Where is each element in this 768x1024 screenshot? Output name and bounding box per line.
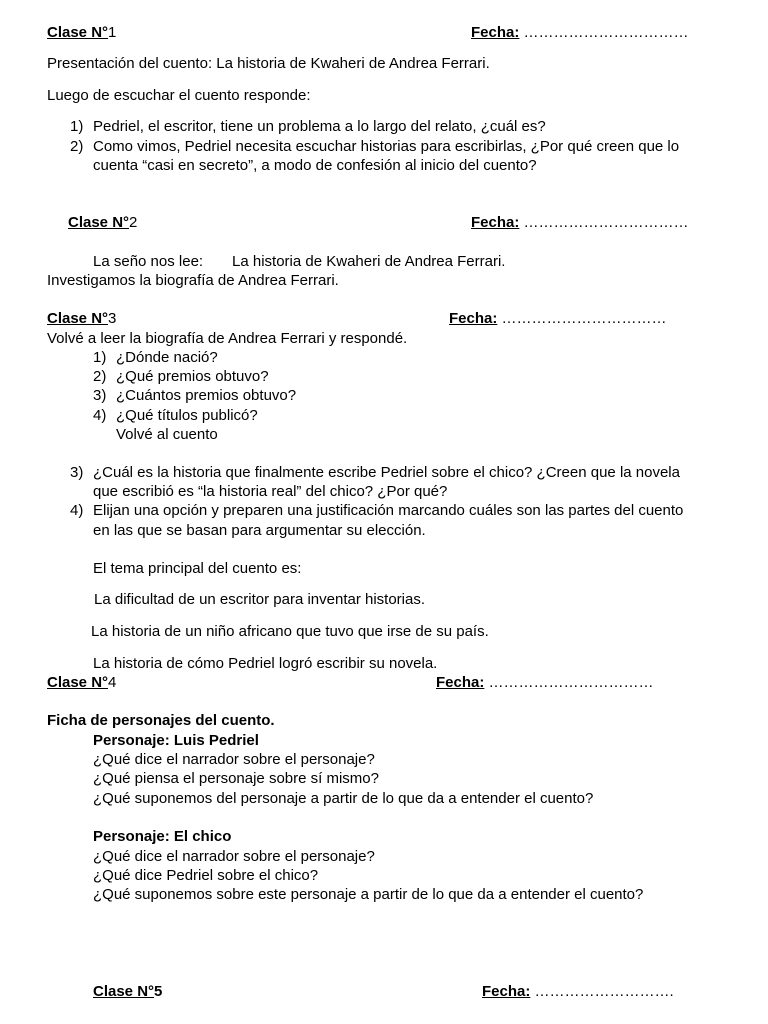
question-text: en las que se basan para argumentar su elección. (93, 522, 426, 539)
fecha-blank: …………………………… (519, 214, 689, 231)
clase-3-intro: Volvé a leer la biografía de Andrea Ferrari y respondé. (47, 330, 408, 347)
personaje-title: Personaje: El chico (93, 828, 232, 845)
question-text: Elijan una opción y preparen una justificación marcando cuáles son las partes del cuento (93, 502, 684, 519)
clase-5-heading (93, 982, 162, 1001)
bio-question-number: 3) (93, 387, 107, 404)
bio-question-text: ¿Cuántos premios obtuvo? (116, 387, 297, 404)
personaje-question: ¿Qué suponemos sobre este personaje a partir de lo que da a entender el cuento? (93, 886, 644, 903)
question-text: que escribió es “la historia real” del chico? ¿Por qué? (93, 483, 448, 500)
clase-3-label: Clase N° (47, 310, 109, 327)
bio-question-number: 4) (93, 407, 107, 424)
question-number: 3) (70, 464, 84, 481)
clase-4-number: 4 (108, 674, 117, 691)
clase-4-label: Clase N° (47, 674, 109, 691)
fecha-label: Fecha: (436, 674, 485, 691)
clase-1-number: 1 (108, 24, 117, 41)
bio-question-text: ¿Qué premios obtuvo? (116, 368, 269, 385)
question-text: Pedriel, el escritor, tiene un problema a lo largo del relato, ¿cuál es? (93, 118, 546, 135)
clase-5-label: Clase N° (93, 983, 155, 1000)
fecha-label: Fecha: (449, 310, 498, 327)
fecha-label: Fecha: (482, 983, 531, 1000)
clase-3-number: 3 (108, 310, 117, 327)
fecha-blank: ………………………. (530, 983, 674, 1000)
question-text: ¿Cuál es la historia que finalmente escribe Pedriel sobre el chico? ¿Creen que la novela (93, 464, 680, 481)
clase-5-number: 5 (154, 983, 163, 1000)
clase-2-number: 2 (129, 214, 138, 231)
clase-1-heading (47, 23, 116, 42)
clase-2-line-a: La seño nos lee: (93, 253, 204, 270)
clase-5-fecha (482, 982, 674, 1001)
clase-2-investigamos: Investigamos la biografía de Andrea Ferrari. (47, 272, 339, 289)
tema-option: La dificultad de un escritor para inventar historias. (94, 591, 426, 608)
clase-2-label: Clase N° (68, 214, 130, 231)
tema-option: La historia de un niño africano que tuvo que irse de su país. (91, 623, 489, 640)
personaje-question: ¿Qué piensa el personaje sobre sí mismo? (93, 770, 379, 787)
clase-4-heading (47, 673, 116, 692)
clase-4-fecha (436, 673, 654, 692)
fecha-label: Fecha: (471, 24, 520, 41)
clase-1-presentacion: Presentación del cuento: La historia de Kwaheri de Andrea Ferrari. (47, 55, 490, 72)
bio-question-number: 1) (93, 349, 107, 366)
fecha-blank: …………………………… (484, 674, 654, 691)
personaje-title: Personaje: Luis Pedriel (93, 732, 259, 749)
question-number: 4) (70, 502, 84, 519)
tema-option: La historia de cómo Pedriel logró escribir su novela. (93, 655, 438, 672)
personaje-question: ¿Qué suponemos del personaje a partir de lo que da a entender el cuento? (93, 790, 594, 807)
clase-2-fecha (471, 213, 689, 232)
clase-3-fecha (449, 309, 667, 328)
clase-1-instruccion: Luego de escuchar el cuento responde: (47, 87, 311, 104)
fecha-blank: …………………………… (519, 24, 689, 41)
fecha-blank: …………………………… (497, 310, 667, 327)
bio-question-text: ¿Qué títulos publicó? (116, 407, 258, 424)
bio-question-number: 2) (93, 368, 107, 385)
clase-2-line-b: La historia de Kwaheri de Andrea Ferrari. (232, 253, 506, 270)
bio-question-text: ¿Dónde nació? (116, 349, 218, 366)
clase-1-fecha (471, 23, 689, 42)
clase-2-heading (68, 213, 137, 232)
personaje-question: ¿Qué dice el narrador sobre el personaje? (93, 751, 375, 768)
volve-al-cuento: Volvé al cuento (116, 426, 218, 443)
personaje-question: ¿Qué dice el narrador sobre el personaje? (93, 848, 375, 865)
fecha-label: Fecha: (471, 214, 520, 231)
personaje-question: ¿Qué dice Pedriel sobre el chico? (93, 867, 319, 884)
question-text: cuenta “casi en secreto”, a modo de confesión al inicio del cuento? (93, 157, 537, 174)
clase-1-label: Clase N° (47, 24, 109, 41)
ficha-title: Ficha de personajes del cuento. (47, 712, 275, 729)
question-text: Como vimos, Pedriel necesita escuchar historias para escribirlas, ¿Por qué creen que lo (93, 138, 680, 155)
clase-3-heading (47, 309, 116, 328)
question-number: 2) (70, 138, 84, 155)
question-number: 1) (70, 118, 84, 135)
tema-principal: El tema principal del cuento es: (93, 560, 302, 577)
